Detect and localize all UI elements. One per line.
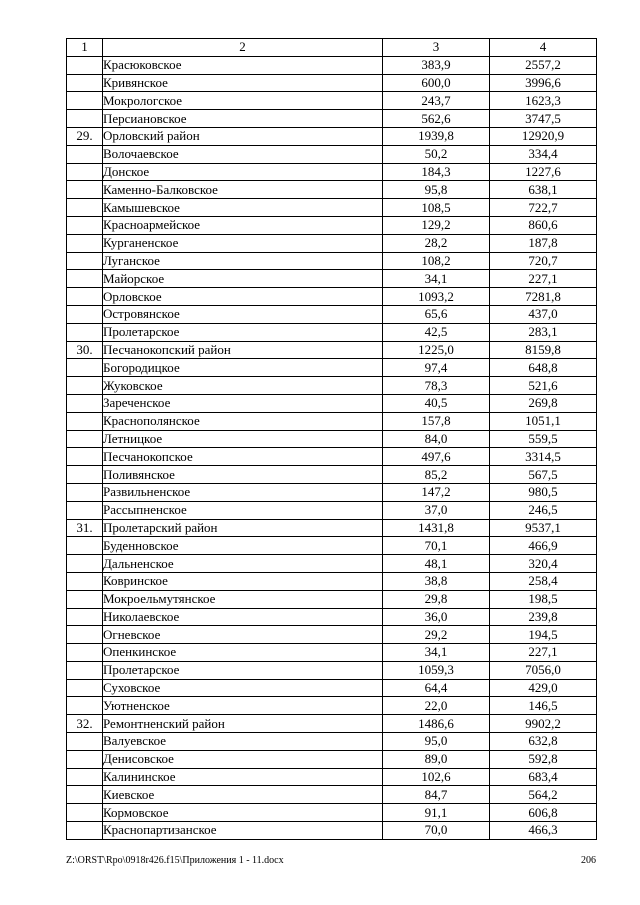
- header-col-4: 4: [490, 39, 597, 57]
- row-value-col4: 258,4: [490, 572, 597, 590]
- row-value-col4: 592,8: [490, 750, 597, 768]
- row-name: Краснопартизанское: [103, 822, 383, 840]
- row-value-col4: 283,1: [490, 323, 597, 341]
- row-name: Поливянское: [103, 466, 383, 484]
- row-number: [67, 822, 103, 840]
- table-row: [67, 270, 597, 288]
- row-value-col4: 227,1: [490, 270, 597, 288]
- row-name: Суховское: [103, 679, 383, 697]
- row-value-col4: 860,6: [490, 216, 597, 234]
- row-value-col4: 7056,0: [490, 661, 597, 679]
- table-row: [67, 626, 597, 644]
- row-value-col4: 3996,6: [490, 74, 597, 92]
- row-value-col3: 42,5: [383, 323, 490, 341]
- table-row: [67, 412, 597, 430]
- row-value-col4: 1623,3: [490, 92, 597, 110]
- table-row: [67, 519, 597, 537]
- row-value-col3: 102,6: [383, 768, 490, 786]
- table-row: [67, 74, 597, 92]
- row-number: [67, 483, 103, 501]
- row-number: [67, 537, 103, 555]
- row-number: [67, 288, 103, 306]
- row-name: Волочаевское: [103, 145, 383, 163]
- row-number: [67, 448, 103, 466]
- row-number: [67, 555, 103, 573]
- row-value-col3: 95,0: [383, 733, 490, 751]
- row-name: Пролетарское: [103, 323, 383, 341]
- row-value-col3: 70,0: [383, 822, 490, 840]
- row-value-col3: 64,4: [383, 679, 490, 697]
- row-value-col3: 28,2: [383, 234, 490, 252]
- table-row: [67, 483, 597, 501]
- table-row: [67, 590, 597, 608]
- row-name: Ковринское: [103, 572, 383, 590]
- row-value-col4: 437,0: [490, 305, 597, 323]
- row-name: Пролетарское: [103, 661, 383, 679]
- row-value-col4: 227,1: [490, 644, 597, 662]
- row-value-col3: 37,0: [383, 501, 490, 519]
- row-value-col4: 320,4: [490, 555, 597, 573]
- row-name: Орловский район: [103, 127, 383, 145]
- row-value-col3: 147,2: [383, 483, 490, 501]
- row-number: [67, 377, 103, 395]
- table-row: [67, 572, 597, 590]
- row-value-col3: 129,2: [383, 216, 490, 234]
- row-value-col3: 34,1: [383, 270, 490, 288]
- row-value-col4: 648,8: [490, 359, 597, 377]
- row-name: Пролетарский район: [103, 519, 383, 537]
- row-number: [67, 145, 103, 163]
- row-value-col4: 606,8: [490, 804, 597, 822]
- row-name: Песчанокопский район: [103, 341, 383, 359]
- row-value-col4: 334,4: [490, 145, 597, 163]
- row-number: [67, 305, 103, 323]
- table-row: [67, 110, 597, 128]
- row-value-col3: 108,2: [383, 252, 490, 270]
- row-name: Уютненское: [103, 697, 383, 715]
- file-path: Z:\ORST\Rpo\0918r426.f15\Приложения 1 - 11.docx: [66, 855, 284, 866]
- header-col-2: 2: [103, 39, 383, 57]
- header-col-1: 1: [67, 39, 103, 57]
- row-value-col3: 157,8: [383, 412, 490, 430]
- row-number: [67, 163, 103, 181]
- row-name: Майорское: [103, 270, 383, 288]
- row-value-col3: 40,5: [383, 394, 490, 412]
- table-row: [67, 448, 597, 466]
- table-row: [67, 145, 597, 163]
- row-name: Ремонтненский район: [103, 715, 383, 733]
- row-number: [67, 430, 103, 448]
- table-row: [67, 608, 597, 626]
- row-name: Жуковское: [103, 377, 383, 395]
- row-name: Кривянское: [103, 74, 383, 92]
- row-name: Зареченское: [103, 394, 383, 412]
- table-row: [67, 768, 597, 786]
- table-row: [67, 359, 597, 377]
- row-number: [67, 572, 103, 590]
- row-value-col4: 683,4: [490, 768, 597, 786]
- row-value-col4: 9902,2: [490, 715, 597, 733]
- table-row: [67, 92, 597, 110]
- row-value-col3: 84,7: [383, 786, 490, 804]
- table-row: [67, 822, 597, 840]
- row-value-col3: 29,8: [383, 590, 490, 608]
- row-value-col3: 95,8: [383, 181, 490, 199]
- row-value-col4: 187,8: [490, 234, 597, 252]
- row-number: [67, 270, 103, 288]
- table-row: [67, 430, 597, 448]
- table-row: [67, 537, 597, 555]
- row-name: Огневское: [103, 626, 383, 644]
- row-name: Краснополянское: [103, 412, 383, 430]
- row-name: Валуевское: [103, 733, 383, 751]
- row-value-col4: 198,5: [490, 590, 597, 608]
- table-row: [67, 341, 597, 359]
- row-value-col3: 65,6: [383, 305, 490, 323]
- data-table: [66, 38, 597, 840]
- row-value-col4: 720,7: [490, 252, 597, 270]
- row-number: [67, 359, 103, 377]
- row-value-col3: 34,1: [383, 644, 490, 662]
- row-value-col3: 562,6: [383, 110, 490, 128]
- row-number: [67, 626, 103, 644]
- row-number: [67, 412, 103, 430]
- row-name: Луганское: [103, 252, 383, 270]
- row-name: Буденновское: [103, 537, 383, 555]
- row-name: Кормовское: [103, 804, 383, 822]
- row-value-col4: 194,5: [490, 626, 597, 644]
- row-value-col4: 567,5: [490, 466, 597, 484]
- row-value-col3: 1093,2: [383, 288, 490, 306]
- row-value-col4: 7281,8: [490, 288, 597, 306]
- row-number: 31.: [67, 519, 103, 537]
- row-name: Денисовское: [103, 750, 383, 768]
- row-number: [67, 697, 103, 715]
- row-value-col3: 184,3: [383, 163, 490, 181]
- row-name: Песчанокопское: [103, 448, 383, 466]
- table-row: [67, 661, 597, 679]
- row-name: Рассыпненское: [103, 501, 383, 519]
- row-value-col3: 108,5: [383, 199, 490, 217]
- row-number: [67, 590, 103, 608]
- table-body: [67, 56, 597, 839]
- header-col-3: 3: [383, 39, 490, 57]
- row-value-col4: 2557,2: [490, 56, 597, 74]
- row-number: [67, 466, 103, 484]
- row-number: [67, 768, 103, 786]
- row-name: Опенкинское: [103, 644, 383, 662]
- table-header-row: [67, 39, 597, 57]
- row-name: Персиановское: [103, 110, 383, 128]
- table-row: [67, 305, 597, 323]
- table-row: [67, 715, 597, 733]
- row-number: [67, 234, 103, 252]
- row-value-col3: 1225,0: [383, 341, 490, 359]
- row-number: [67, 56, 103, 74]
- table-row: [67, 56, 597, 74]
- row-number: [67, 786, 103, 804]
- row-value-col4: 1051,1: [490, 412, 597, 430]
- row-number: [67, 644, 103, 662]
- row-value-col3: 383,9: [383, 56, 490, 74]
- row-value-col4: 722,7: [490, 199, 597, 217]
- table-row: [67, 750, 597, 768]
- row-name: Николаевское: [103, 608, 383, 626]
- row-name: Развильненское: [103, 483, 383, 501]
- row-number: [67, 323, 103, 341]
- row-value-col3: 48,1: [383, 555, 490, 573]
- row-value-col4: 1227,6: [490, 163, 597, 181]
- row-value-col3: 89,0: [383, 750, 490, 768]
- row-value-col3: 84,0: [383, 430, 490, 448]
- table-row: [67, 804, 597, 822]
- row-name: Калининское: [103, 768, 383, 786]
- row-value-col4: 980,5: [490, 483, 597, 501]
- row-value-col4: 3747,5: [490, 110, 597, 128]
- table-row: [67, 679, 597, 697]
- row-value-col3: 600,0: [383, 74, 490, 92]
- row-value-col3: 1431,8: [383, 519, 490, 537]
- row-value-col4: 12920,9: [490, 127, 597, 145]
- row-value-col3: 70,1: [383, 537, 490, 555]
- row-value-col3: 97,4: [383, 359, 490, 377]
- table-row: [67, 466, 597, 484]
- row-value-col3: 29,2: [383, 626, 490, 644]
- row-number: [67, 501, 103, 519]
- row-number: [67, 608, 103, 626]
- row-value-col4: 3314,5: [490, 448, 597, 466]
- table-row: [67, 786, 597, 804]
- row-value-col4: 466,9: [490, 537, 597, 555]
- row-name: Красноармейское: [103, 216, 383, 234]
- table-row: [67, 377, 597, 395]
- row-value-col4: 559,5: [490, 430, 597, 448]
- row-value-col3: 497,6: [383, 448, 490, 466]
- row-value-col3: 1486,6: [383, 715, 490, 733]
- row-value-col3: 50,2: [383, 145, 490, 163]
- row-value-col4: 466,3: [490, 822, 597, 840]
- table-row: [67, 163, 597, 181]
- row-name: Донское: [103, 163, 383, 181]
- row-value-col4: 521,6: [490, 377, 597, 395]
- row-value-col4: 638,1: [490, 181, 597, 199]
- table-row: [67, 252, 597, 270]
- row-value-col4: 8159,8: [490, 341, 597, 359]
- row-number: 30.: [67, 341, 103, 359]
- row-number: [67, 181, 103, 199]
- row-value-col3: 91,1: [383, 804, 490, 822]
- table-row: [67, 697, 597, 715]
- row-number: 32.: [67, 715, 103, 733]
- row-value-col3: 22,0: [383, 697, 490, 715]
- table-row: [67, 394, 597, 412]
- row-value-col3: 78,3: [383, 377, 490, 395]
- table-row: [67, 127, 597, 145]
- table-row: [67, 644, 597, 662]
- row-number: [67, 110, 103, 128]
- table-row: [67, 234, 597, 252]
- row-name: Дальненское: [103, 555, 383, 573]
- table-row: [67, 501, 597, 519]
- row-name: Орловское: [103, 288, 383, 306]
- table-row: [67, 555, 597, 573]
- row-name: Красюковское: [103, 56, 383, 74]
- row-name: Курганенское: [103, 234, 383, 252]
- row-number: [67, 394, 103, 412]
- row-name: Мокрологское: [103, 92, 383, 110]
- row-number: 29.: [67, 127, 103, 145]
- row-name: Богородицкое: [103, 359, 383, 377]
- page-number: 206: [581, 855, 596, 866]
- row-number: [67, 733, 103, 751]
- row-value-col4: 9537,1: [490, 519, 597, 537]
- row-number: [67, 199, 103, 217]
- table-row: [67, 216, 597, 234]
- row-value-col4: 239,8: [490, 608, 597, 626]
- row-value-col4: 269,8: [490, 394, 597, 412]
- row-name: Мокроельмутянское: [103, 590, 383, 608]
- row-number: [67, 92, 103, 110]
- table-row: [67, 181, 597, 199]
- row-number: [67, 74, 103, 92]
- row-name: Летницкое: [103, 430, 383, 448]
- row-value-col3: 38,8: [383, 572, 490, 590]
- row-value-col4: 564,2: [490, 786, 597, 804]
- row-number: [67, 216, 103, 234]
- row-value-col4: 632,8: [490, 733, 597, 751]
- table-row: [67, 323, 597, 341]
- row-value-col3: 85,2: [383, 466, 490, 484]
- row-number: [67, 750, 103, 768]
- row-value-col3: 36,0: [383, 608, 490, 626]
- row-name: Камышевское: [103, 199, 383, 217]
- row-number: [67, 804, 103, 822]
- table-row: [67, 733, 597, 751]
- row-name: Киевское: [103, 786, 383, 804]
- row-value-col3: 243,7: [383, 92, 490, 110]
- table-row: [67, 288, 597, 306]
- row-name: Каменно-Балковское: [103, 181, 383, 199]
- row-value-col4: 429,0: [490, 679, 597, 697]
- table-row: [67, 199, 597, 217]
- row-number: [67, 252, 103, 270]
- row-value-col4: 246,5: [490, 501, 597, 519]
- row-number: [67, 661, 103, 679]
- row-value-col4: 146,5: [490, 697, 597, 715]
- row-value-col3: 1059,3: [383, 661, 490, 679]
- row-name: Островянское: [103, 305, 383, 323]
- row-number: [67, 679, 103, 697]
- row-value-col3: 1939,8: [383, 127, 490, 145]
